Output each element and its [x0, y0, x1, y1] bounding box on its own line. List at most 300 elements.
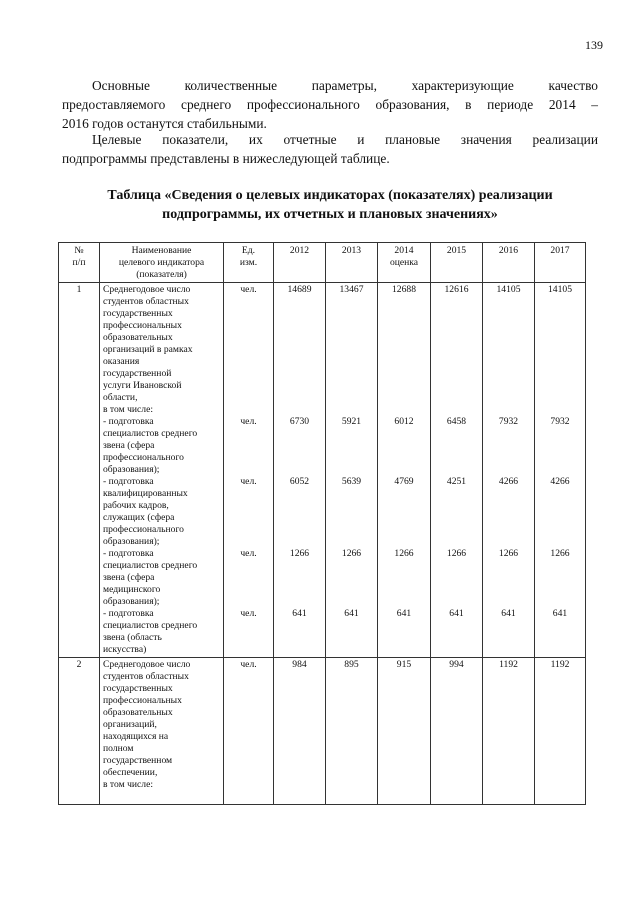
indicator-name-line: образовательных — [103, 707, 173, 718]
row-number: 2 — [76, 659, 82, 670]
blank-line — [329, 428, 374, 440]
blank-line — [381, 464, 427, 476]
indicator-value: 5921 — [341, 416, 362, 427]
blank-line — [486, 695, 531, 707]
blank-line — [381, 488, 427, 500]
blank-line — [538, 320, 582, 332]
indicator-name-line: в том числе: — [103, 404, 154, 415]
blank-line — [434, 695, 479, 707]
indicator-value: 1266 — [289, 548, 310, 559]
blank-line — [538, 500, 582, 512]
row-number-cell — [59, 283, 100, 658]
indicator-name-line: - подготовка — [103, 416, 154, 427]
indicator-value: 4266 — [550, 476, 570, 487]
indicator-name-line: образования); — [103, 536, 160, 547]
blank-line — [329, 344, 374, 356]
year-value-cell — [378, 658, 431, 805]
page-number: 139 — [585, 38, 603, 52]
indicator-name-line: служащих (сфера — [103, 512, 175, 523]
year-value-cell — [483, 283, 535, 658]
blank-line — [434, 755, 479, 767]
indicator-value: 915 — [396, 659, 412, 670]
targets-paragraph — [62, 130, 598, 168]
blank-line — [329, 707, 374, 719]
blank-line — [381, 524, 427, 536]
blank-line — [381, 644, 427, 656]
blank-line — [538, 731, 582, 743]
blank-line — [538, 644, 582, 656]
indicator-name-line: находящихся на — [103, 731, 169, 742]
indicator-value: 1192 — [550, 659, 570, 670]
blank-line — [277, 671, 322, 683]
blank-line — [277, 791, 322, 803]
blank-line — [227, 488, 270, 500]
indicator-value: 7932 — [498, 416, 519, 427]
blank-line — [538, 512, 582, 524]
indicator-name-line: государственных — [103, 683, 173, 694]
paragraph-line: предоставляемого среднего профессионального образования, в периоде 2014 – — [62, 97, 598, 112]
blank-line — [434, 791, 479, 803]
blank-line — [538, 779, 582, 791]
indicator-name-line: в том числе: — [103, 779, 154, 790]
indicator-name-line: Среднегодовое число — [103, 659, 191, 670]
blank-line — [277, 632, 322, 644]
column-header-line: № — [74, 245, 84, 256]
blank-line — [381, 452, 427, 464]
blank-line — [381, 620, 427, 632]
blank-line — [381, 368, 427, 380]
blank-line — [329, 767, 374, 779]
table-row — [59, 658, 586, 805]
indicator-name-line: государственных — [103, 308, 173, 319]
year-value-cell — [431, 658, 483, 805]
blank-line — [486, 500, 531, 512]
blank-line — [227, 356, 270, 368]
table-body — [59, 283, 586, 805]
blank-line — [329, 683, 374, 695]
blank-line — [329, 368, 374, 380]
blank-line — [227, 536, 270, 548]
blank-line — [277, 644, 322, 656]
year-value-cell — [535, 283, 586, 658]
blank-line — [486, 440, 531, 452]
paragraph-line: 2016 годов останутся стабильными. — [62, 116, 267, 131]
blank-line — [277, 767, 322, 779]
blank-line — [538, 308, 582, 320]
blank-line — [486, 707, 531, 719]
blank-line — [486, 392, 531, 404]
blank-line — [538, 707, 582, 719]
blank-line — [381, 404, 427, 416]
blank-line — [434, 671, 479, 683]
blank-line — [381, 428, 427, 440]
blank-line — [227, 368, 270, 380]
blank-line — [227, 512, 270, 524]
blank-line — [277, 560, 322, 572]
blank-line — [381, 560, 427, 572]
blank-line — [538, 755, 582, 767]
blank-line — [538, 560, 582, 572]
blank-line — [227, 500, 270, 512]
blank-line — [227, 452, 270, 464]
blank-line — [329, 356, 374, 368]
blank-line — [538, 632, 582, 644]
blank-line — [486, 779, 531, 791]
blank-line — [329, 596, 374, 608]
blank-line — [277, 296, 322, 308]
blank-line — [486, 719, 531, 731]
indicator-name-cell — [100, 283, 224, 658]
blank-line — [486, 332, 531, 344]
blank-line — [329, 779, 374, 791]
unit-value: чел. — [240, 659, 257, 670]
unit-value: чел. — [240, 416, 257, 427]
blank-line — [381, 683, 427, 695]
blank-line — [538, 464, 582, 476]
blank-line — [277, 440, 322, 452]
blank-line — [381, 632, 427, 644]
blank-line — [227, 731, 270, 743]
indicator-name-line: Среднегодовое число — [103, 284, 191, 295]
blank-line — [486, 572, 531, 584]
blank-line — [227, 671, 270, 683]
indicator-name-line: государственном — [103, 755, 173, 766]
blank-line — [277, 707, 322, 719]
indicator-name-line: оказания — [103, 356, 140, 367]
blank-line — [381, 332, 427, 344]
column-header — [326, 243, 378, 283]
blank-line — [538, 332, 582, 344]
blank-line — [227, 683, 270, 695]
blank-line — [227, 332, 270, 344]
column-header-line: 2015 — [446, 245, 467, 256]
blank-line — [381, 596, 427, 608]
indicator-name-line: организаций, — [103, 719, 157, 730]
row-number-cell — [59, 658, 100, 805]
indicator-name-line: студентов областных — [103, 296, 189, 307]
blank-line — [434, 632, 479, 644]
table-row — [59, 283, 586, 658]
blank-line — [329, 440, 374, 452]
indicator-value: 1266 — [394, 548, 414, 559]
blank-line — [486, 620, 531, 632]
blank-line — [277, 308, 322, 320]
blank-line — [538, 695, 582, 707]
unit-value: чел. — [240, 476, 257, 487]
blank-line — [329, 791, 374, 803]
indicator-value: 641 — [344, 608, 359, 619]
blank-line — [277, 524, 322, 536]
blank-line — [434, 560, 479, 572]
blank-line — [434, 488, 479, 500]
blank-line — [486, 344, 531, 356]
blank-line — [277, 392, 322, 404]
blank-line — [381, 500, 427, 512]
blank-line — [227, 404, 270, 416]
indicator-name-line: профессиональных — [103, 320, 182, 331]
blank-line — [227, 719, 270, 731]
indicator-value: 1266 — [446, 548, 467, 559]
blank-line — [434, 719, 479, 731]
blank-line — [486, 452, 531, 464]
blank-line — [329, 572, 374, 584]
column-header — [224, 243, 274, 283]
blank-line — [277, 356, 322, 368]
year-value-cell — [326, 283, 378, 658]
blank-line — [227, 428, 270, 440]
blank-line — [381, 719, 427, 731]
blank-line — [329, 380, 374, 392]
blank-line — [381, 767, 427, 779]
indicator-name-line: специалистов среднего — [103, 560, 198, 571]
indicator-value: 5639 — [341, 476, 362, 487]
column-header-line: оценка — [389, 257, 419, 268]
indicator-name-line: студентов областных — [103, 671, 189, 682]
blank-line — [381, 671, 427, 683]
indicator-value: 1266 — [550, 548, 570, 559]
indicator-value: 12688 — [392, 284, 416, 295]
blank-line — [434, 380, 479, 392]
blank-line — [227, 524, 270, 536]
blank-line — [486, 428, 531, 440]
column-header — [378, 243, 431, 283]
blank-line — [486, 536, 531, 548]
blank-line — [381, 308, 427, 320]
unit-cell — [224, 658, 274, 805]
blank-line — [227, 320, 270, 332]
blank-line — [227, 755, 270, 767]
blank-line — [329, 695, 374, 707]
blank-line — [434, 404, 479, 416]
indicator-value: 6730 — [289, 416, 310, 427]
blank-line — [381, 584, 427, 596]
indicator-name-cell — [100, 658, 224, 805]
blank-line — [227, 296, 270, 308]
indicator-name-line: звена (сфера — [103, 440, 155, 451]
blank-line — [277, 683, 322, 695]
column-header-line: Наименование — [131, 245, 192, 256]
indicator-value: 984 — [292, 659, 307, 670]
blank-line — [277, 320, 322, 332]
blank-line — [486, 488, 531, 500]
blank-line — [277, 743, 322, 755]
blank-line — [538, 488, 582, 500]
blank-line — [486, 743, 531, 755]
indicator-name-line: профессионального — [103, 452, 184, 463]
indicator-name-line: образовательных — [103, 332, 173, 343]
blank-line — [277, 428, 322, 440]
blank-line — [486, 644, 531, 656]
blank-line — [227, 596, 270, 608]
indicator-name-line: специалистов среднего — [103, 620, 198, 631]
indicator-name-line: звена (сфера — [103, 572, 155, 583]
blank-line — [329, 524, 374, 536]
blank-line — [329, 731, 374, 743]
indicator-name-line: звена (область — [103, 632, 162, 643]
blank-line — [434, 440, 479, 452]
blank-line — [277, 452, 322, 464]
blank-line — [329, 719, 374, 731]
blank-line — [486, 296, 531, 308]
indicators-table — [58, 242, 586, 805]
blank-line — [538, 719, 582, 731]
column-header-line: (показателя) — [136, 269, 187, 280]
row-number: 1 — [76, 284, 82, 295]
indicator-value: 895 — [344, 659, 359, 670]
indicator-value: 6052 — [289, 476, 310, 487]
blank-line — [227, 779, 270, 791]
blank-line — [329, 644, 374, 656]
indicator-name-line: полном — [103, 743, 134, 754]
blank-line — [486, 356, 531, 368]
blank-line — [381, 731, 427, 743]
indicator-value: 641 — [552, 608, 568, 619]
indicator-name-line: рабочих кадров, — [103, 500, 169, 511]
indicator-name-line: государственной — [103, 368, 172, 379]
indicator-value: 6458 — [446, 416, 467, 427]
blank-line — [277, 620, 322, 632]
blank-line — [538, 791, 582, 803]
blank-line — [329, 584, 374, 596]
blank-line — [329, 452, 374, 464]
blank-line — [486, 731, 531, 743]
blank-line — [486, 683, 531, 695]
paragraph-line: Основные количественные параметры, характеризующие качество — [92, 78, 598, 93]
blank-line — [381, 572, 427, 584]
blank-line — [277, 719, 322, 731]
blank-line — [329, 308, 374, 320]
indicator-value: 4266 — [498, 476, 519, 487]
blank-line — [277, 731, 322, 743]
blank-line — [277, 512, 322, 524]
blank-line — [434, 596, 479, 608]
blank-line — [329, 488, 374, 500]
indicator-value: 12616 — [444, 284, 469, 295]
blank-line — [277, 755, 322, 767]
blank-line — [486, 320, 531, 332]
blank-line — [277, 380, 322, 392]
indicator-value: 641 — [292, 608, 307, 619]
blank-line — [329, 743, 374, 755]
column-header — [483, 243, 535, 283]
blank-line — [277, 488, 322, 500]
table-header-row — [59, 243, 586, 283]
indicator-name-line: организаций в рамках — [103, 344, 193, 355]
blank-line — [538, 743, 582, 755]
blank-line — [434, 584, 479, 596]
blank-line — [381, 779, 427, 791]
blank-line — [434, 707, 479, 719]
blank-line — [381, 695, 427, 707]
blank-line — [538, 584, 582, 596]
unit-value: чел. — [240, 608, 257, 619]
indicator-value: 641 — [396, 608, 412, 619]
indicator-value: 994 — [449, 659, 464, 670]
blank-line — [434, 536, 479, 548]
blank-line — [381, 791, 427, 803]
blank-line — [329, 671, 374, 683]
blank-line — [486, 560, 531, 572]
blank-line — [381, 356, 427, 368]
blank-line — [486, 512, 531, 524]
blank-line — [329, 512, 374, 524]
blank-line — [434, 620, 479, 632]
blank-line — [227, 707, 270, 719]
blank-line — [538, 368, 582, 380]
indicator-name-line: квалифицированных — [103, 488, 188, 499]
blank-line — [381, 296, 427, 308]
blank-line — [227, 620, 270, 632]
year-value-cell — [274, 658, 326, 805]
blank-line — [538, 344, 582, 356]
blank-line — [329, 632, 374, 644]
indicator-value: 1192 — [499, 659, 518, 670]
blank-line — [538, 392, 582, 404]
blank-line — [381, 743, 427, 755]
blank-line — [538, 356, 582, 368]
blank-line — [227, 632, 270, 644]
blank-line — [538, 536, 582, 548]
indicator-name-line: профессиональных — [103, 695, 182, 706]
blank-line — [434, 500, 479, 512]
blank-line — [434, 743, 479, 755]
indicator-name-line: медицинского — [103, 584, 161, 595]
indicator-value: 14105 — [496, 284, 521, 295]
blank-line — [227, 743, 270, 755]
blank-line — [434, 428, 479, 440]
column-header-line: 2013 — [341, 245, 362, 256]
indicator-name-line: области, — [103, 392, 138, 403]
blank-line — [434, 731, 479, 743]
blank-line — [538, 683, 582, 695]
blank-line — [381, 707, 427, 719]
indicator-value: 7932 — [550, 416, 570, 427]
column-header-line: целевого индикатора — [118, 257, 205, 268]
blank-line — [486, 791, 531, 803]
blank-line — [277, 779, 322, 791]
indicator-value: 13467 — [339, 284, 364, 295]
blank-line — [538, 620, 582, 632]
indicator-name-line: - подготовка — [103, 608, 154, 619]
blank-line — [434, 296, 479, 308]
column-header-line: 2012 — [289, 245, 310, 256]
indicator-name-line: - подготовка — [103, 548, 154, 559]
unit-value: чел. — [240, 548, 257, 559]
indicator-value: 1266 — [498, 548, 519, 559]
indicator-name-line: услуги Ивановской — [103, 380, 182, 391]
blank-line — [538, 296, 582, 308]
blank-line — [227, 644, 270, 656]
blank-line — [381, 344, 427, 356]
blank-line — [277, 596, 322, 608]
blank-line — [538, 428, 582, 440]
blank-line — [227, 344, 270, 356]
blank-line — [277, 695, 322, 707]
blank-line — [329, 392, 374, 404]
blank-line — [486, 368, 531, 380]
indicator-value: 641 — [501, 608, 516, 619]
column-header-line: 2017 — [550, 245, 570, 256]
indicator-value: 6012 — [394, 416, 414, 427]
blank-line — [381, 755, 427, 767]
blank-line — [227, 392, 270, 404]
blank-line — [329, 620, 374, 632]
indicator-value: 4769 — [394, 476, 414, 487]
blank-line — [486, 632, 531, 644]
column-header — [274, 243, 326, 283]
column-header-line: 2016 — [498, 245, 519, 256]
blank-line — [434, 368, 479, 380]
